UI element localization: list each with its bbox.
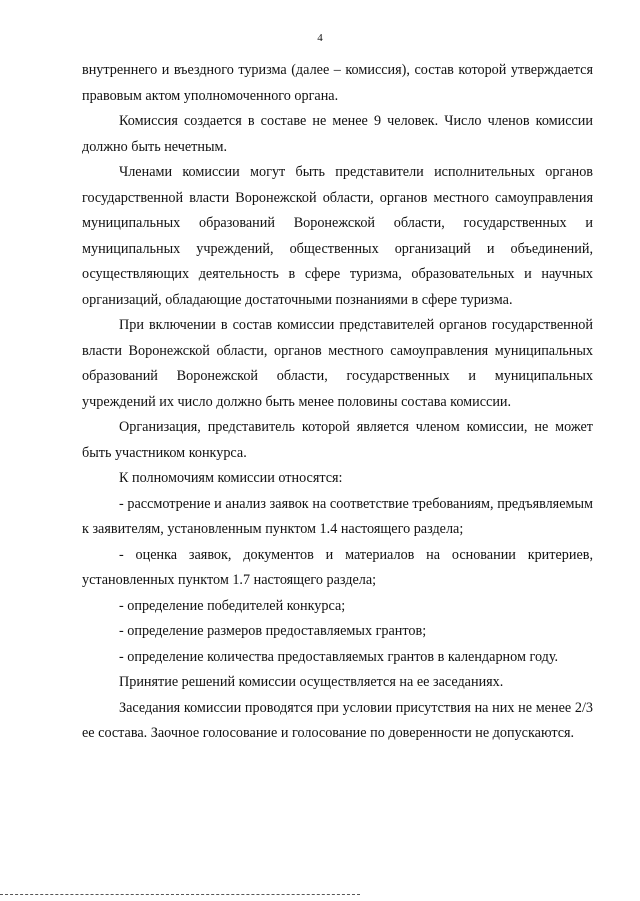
bottom-divider [0,894,360,895]
paragraph-commission-members: Членами комиссии могут быть представители исполнительных органов государственной власти Воронежской области, органов местного самоуправления муниципальных образований Воронежской области, государственных и муниципальных учреждений, общественных организаций и объединений, осуществляющих деятельность в сфере туризма, образовательных и научных организаций, обладающие достаточными познаниями в сфере туризма. [82,164,593,308]
list-item-grant-count: - определение количества предоставляемых грантов в календарном году. [119,648,559,665]
list-item-winners: - определение победителей конкурса; [119,597,346,614]
paragraph-continuation: внутреннего и въездного туризма (далее – комиссия), состав которой утверждается правовым актом уполномоченного органа. [82,62,593,104]
document-body [82,58,593,747]
paragraph-meetings: Заседания комиссии проводятся при условии присутствия на них не менее 2/3 ее состава. Заочное голосование и голосование по доверенности не допускаются. [82,699,593,741]
list-item-review: - рассмотрение и анализ заявок на соответствие требованиям, предъявляемым к заявителям, установленным пунктом 1.4 настоящего раздела; [82,495,593,537]
paragraph-decisions: Принятие решений комиссии осуществляется на ее заседаниях. [119,674,504,690]
paragraph-members-limit: При включении в состав комиссии представителей органов государственной власти Воронежской области, органов местного самоуправления муниципальных образований Воронежской области, государственных и муниципальных учреждений их число должно быть менее половины состава комиссии. [82,317,593,410]
paragraph-powers-intro: К полномочиям комиссии относятся: [119,470,343,486]
paragraph-commission-size: Комиссия создается в составе не менее 9 человек. Число членов комиссии должно быть нечетным. [82,113,593,155]
list-item-grant-sizes: - определение размеров предоставляемых грантов; [119,623,427,639]
page-number: 4 [317,32,323,44]
list-item-evaluation: - оценка заявок, документов и материалов на основании критериев, установленных пунктом 1.7 настоящего раздела; [82,546,593,588]
paragraph-participant-restriction: Организация, представитель которой является членом комиссии, не может быть участником конкурса. [82,419,593,461]
